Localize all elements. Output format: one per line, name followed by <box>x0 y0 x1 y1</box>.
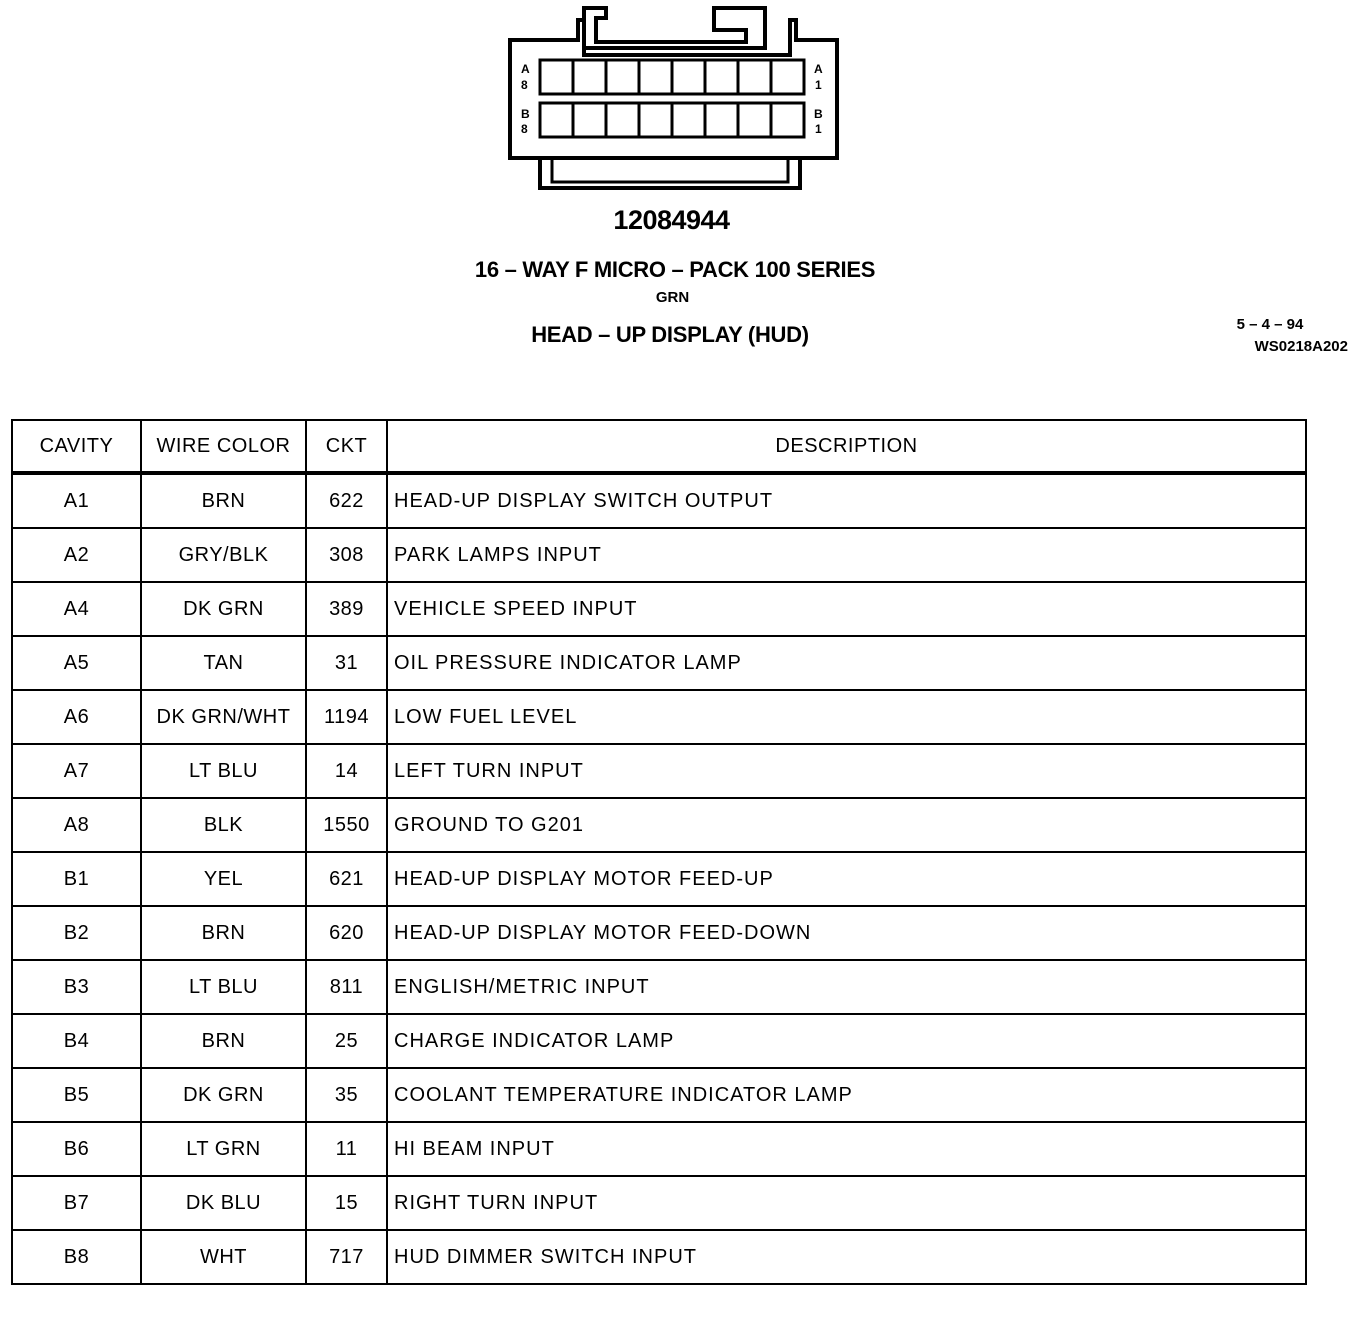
cavity-cell: B7 <box>12 1176 141 1230</box>
pin-label-b1-letter: B <box>814 107 823 121</box>
cavity-cell: A6 <box>12 690 141 744</box>
cavity-cell: B2 <box>12 906 141 960</box>
ckt-cell: 717 <box>306 1230 387 1284</box>
table-row <box>12 690 1306 744</box>
ckt-cell: 621 <box>306 852 387 906</box>
wire-color-cell: LT BLU <box>141 744 306 798</box>
document-date: 5 – 4 – 94 <box>1236 316 1304 333</box>
ckt-cell: 11 <box>306 1122 387 1176</box>
header-wire-color: WIRE COLOR <box>141 420 306 473</box>
cavity-cell: B3 <box>12 960 141 1014</box>
cavity-cell: B4 <box>12 1014 141 1068</box>
ckt-cell: 14 <box>306 744 387 798</box>
cavity-row-a <box>540 60 804 94</box>
cavity-cell: A5 <box>12 636 141 690</box>
connector-color: GRN <box>655 289 690 306</box>
ckt-cell: 15 <box>306 1176 387 1230</box>
table-row <box>12 636 1306 690</box>
cavity-cell: B8 <box>12 1230 141 1284</box>
document-id: WS0218A202 <box>1254 338 1348 355</box>
table-row <box>12 960 1306 1014</box>
description-cell: CHARGE INDICATOR LAMP <box>387 1014 1306 1068</box>
wire-color-cell: LT BLU <box>141 960 306 1014</box>
wire-color-cell: GRY/BLK <box>141 528 306 582</box>
table-row <box>12 528 1306 582</box>
table-row <box>12 852 1306 906</box>
wire-color-cell: DK BLU <box>141 1176 306 1230</box>
description-cell: LOW FUEL LEVEL <box>387 690 1306 744</box>
description-cell: HI BEAM INPUT <box>387 1122 1306 1176</box>
table-row <box>12 473 1306 528</box>
wire-color-cell: DK GRN/WHT <box>141 690 306 744</box>
cavity-cell: B5 <box>12 1068 141 1122</box>
pin-label-b8-letter: B <box>521 107 530 121</box>
ckt-cell: 389 <box>306 582 387 636</box>
pin-label-a1-letter: A <box>814 62 823 76</box>
ckt-cell: 1194 <box>306 690 387 744</box>
wire-color-cell: BRN <box>141 906 306 960</box>
cavity-cell: B1 <box>12 852 141 906</box>
table-row <box>12 582 1306 636</box>
ckt-cell: 25 <box>306 1014 387 1068</box>
connector-type: 16 – WAY F MICRO – PACK 100 SERIES <box>474 257 876 282</box>
table-row <box>12 1176 1306 1230</box>
connector-face-diagram <box>500 0 850 200</box>
pin-label-a1-number: 1 <box>815 78 822 92</box>
wire-color-cell: WHT <box>141 1230 306 1284</box>
cavity-cell: A7 <box>12 744 141 798</box>
pin-label-a8-letter: A <box>521 62 530 76</box>
wire-color-cell: DK GRN <box>141 1068 306 1122</box>
description-cell: VEHICLE SPEED INPUT <box>387 582 1306 636</box>
cavity-cell: A4 <box>12 582 141 636</box>
description-cell: OIL PRESSURE INDICATOR LAMP <box>387 636 1306 690</box>
wire-color-cell: LT GRN <box>141 1122 306 1176</box>
wire-color-cell: DK GRN <box>141 582 306 636</box>
pin-label-b8-number: 8 <box>521 122 528 136</box>
header-description: DESCRIPTION <box>387 420 1306 473</box>
table-header-row <box>12 420 1306 473</box>
cavity-row-b <box>540 103 804 137</box>
pinout-table <box>11 419 1307 1285</box>
ckt-cell: 308 <box>306 528 387 582</box>
cavity-cell: A8 <box>12 798 141 852</box>
description-cell: HUD DIMMER SWITCH INPUT <box>387 1230 1306 1284</box>
ckt-cell: 31 <box>306 636 387 690</box>
wire-color-cell: BRN <box>141 1014 306 1068</box>
description-cell: ENGLISH/METRIC INPUT <box>387 960 1306 1014</box>
cavity-cell: B6 <box>12 1122 141 1176</box>
ckt-cell: 35 <box>306 1068 387 1122</box>
wire-color-cell: BLK <box>141 798 306 852</box>
description-cell: PARK LAMPS INPUT <box>387 528 1306 582</box>
ckt-cell: 622 <box>306 473 387 528</box>
wire-color-cell: YEL <box>141 852 306 906</box>
ckt-cell: 620 <box>306 906 387 960</box>
header-ckt: CKT <box>306 420 387 473</box>
part-number: 12084944 <box>613 205 730 235</box>
cavity-cell: A2 <box>12 528 141 582</box>
wire-color-cell: TAN <box>141 636 306 690</box>
table-row <box>12 798 1306 852</box>
header-cavity: CAVITY <box>12 420 141 473</box>
table-row <box>12 1230 1306 1284</box>
description-cell: LEFT TURN INPUT <box>387 744 1306 798</box>
table-row <box>12 744 1306 798</box>
description-cell: HEAD-UP DISPLAY MOTOR FEED-UP <box>387 852 1306 906</box>
pin-label-b1-number: 1 <box>815 122 822 136</box>
description-cell: COOLANT TEMPERATURE INDICATOR LAMP <box>387 1068 1306 1122</box>
table-row <box>12 1014 1306 1068</box>
description-cell: GROUND TO G201 <box>387 798 1306 852</box>
description-cell: HEAD-UP DISPLAY MOTOR FEED-DOWN <box>387 906 1306 960</box>
connector-latch <box>584 8 765 48</box>
component-name: HEAD – UP DISPLAY (HUD) <box>531 322 809 347</box>
ckt-cell: 811 <box>306 960 387 1014</box>
pin-label-a8-number: 8 <box>521 78 528 92</box>
table-row <box>12 906 1306 960</box>
table-row <box>12 1068 1306 1122</box>
ckt-cell: 1550 <box>306 798 387 852</box>
cavity-cell: A1 <box>12 473 141 528</box>
wire-color-cell: BRN <box>141 473 306 528</box>
description-cell: RIGHT TURN INPUT <box>387 1176 1306 1230</box>
description-cell: HEAD-UP DISPLAY SWITCH OUTPUT <box>387 473 1306 528</box>
table-row <box>12 1122 1306 1176</box>
